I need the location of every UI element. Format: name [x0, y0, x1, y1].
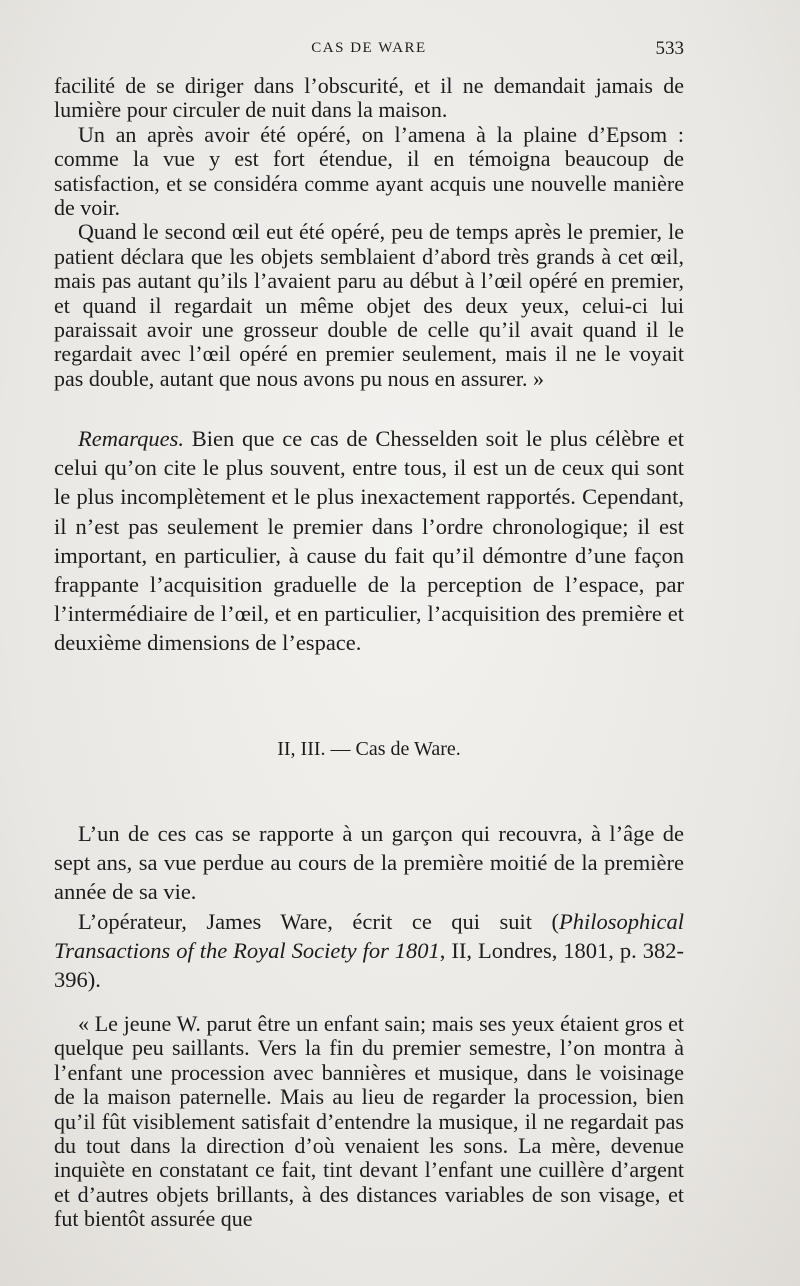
page-number: 533 — [655, 38, 684, 59]
remarks-label: Remarques. — [78, 426, 185, 451]
citation-lead: L’opérateur, James Ware, écrit ce qui suit ( — [78, 908, 559, 934]
citation-title: Philosophical Transactions of the Royal Society for 1801 — [54, 908, 684, 963]
paragraph-epsom: Un an après avoir été opéré, on l’amena à la plaine d’Epsom : comme la vue y est fort étendue, il en témoigna beaucoup de satisfaction, et se considéra comme ayant acquis une nouvelle manière de voir. — [54, 121, 684, 221]
citation-end: , II, Londres, 1801, p. 382-396). — [54, 937, 684, 993]
remarks-text: Bien que ce cas de Chesselden soit le plus célèbre et celui qu’on cite le plus souvent, entre tous, il est un de ceux qui sont le plus incomplètement et le plus inexactement rapportés. Cependant, il n’est pas seulement le premier dans l’ordre chronologique; il est important, en particulier, à cause du fait qu’il démontre d’une façon frappante l’acquisition graduelle de la perception de l’espace, par l’intermédiaire de l’œil, et en particulier, l’acquisition des première et deuxième dimensions de l’espace. — [54, 426, 684, 656]
page-header — [54, 36, 684, 62]
paragraph-second-eye: Quand le second œil eut été opéré, peu de temps après le premier, le patient déclara que les objets semblaient d’abord très grands à cet œil, mais pas autant qu’ils l’avaient paru au début à l’œil opéré en premier, et quand il regardait un même objet des deux yeux, celui-ci lui paraissait avoir une grosseur double de celle qu’il avait quand il le regardait avec l’œil opéré en premier seulement, mais il ne le voyait pas double, autant que nous avons pu nous en assurer. » — [54, 219, 684, 391]
intro-block — [54, 819, 684, 994]
remarks-block — [54, 424, 684, 658]
remarks-paragraph — [54, 424, 684, 658]
quote-block-1 — [54, 74, 684, 391]
quote-paragraph-procession: « Le jeune W. parut être un enfant sain; mais ses yeux étaient gros et quelque peu saillants. Vers la fin du premier semestre, l’on montra à l’enfant une procession avec bannières et musique, dans le voisinage de la maison paternelle. Mais au lieu de regarder la procession, bien qu’il fût visiblement satisfait d’entendre la musique, il ne regardait pas du tout dans la direction d’où venaient les sons. La mère, devenue inquiète en constatant ce fait, tint devant l’enfant une cuillère d’argent et d’autres objets brillants, à des distances variables de son visage, et fut bientôt assurée que — [54, 1011, 684, 1232]
running-head: CAS DE WARE — [311, 40, 427, 56]
section-heading: II, III. — Cas de Ware. — [277, 738, 461, 760]
intro-paragraph-1: L’un de ces cas se rapporte à un garçon qui recouvra, à l’âge de sept ans, sa vue perdue au cours de la première moitié de la première année de sa vie. — [54, 821, 684, 905]
quote-block-2 — [54, 1012, 684, 1232]
intro-paragraph-2 — [54, 907, 684, 995]
paragraph-continuation: facilité de se diriger dans l’obscurité, et il ne demandait jamais de lumière pour circuler de nuit dans la maison. — [54, 73, 684, 123]
